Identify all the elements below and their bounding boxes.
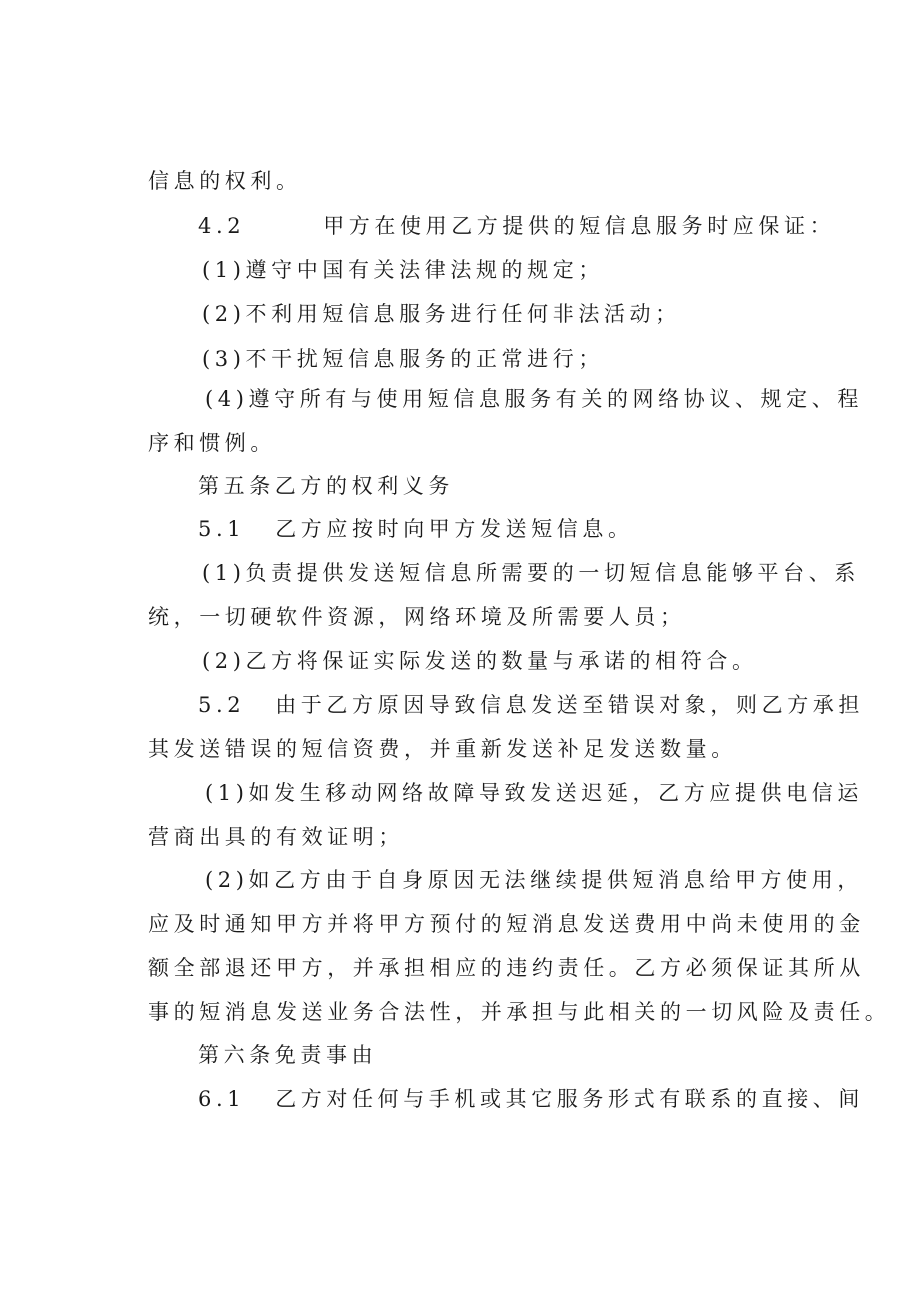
clause-number: 4.2 <box>198 214 246 238</box>
clause-line-5-1 <box>198 514 634 544</box>
clause-text: 乙方对任何与手机或其它服务形式有联系的直接、间 <box>275 1087 865 1111</box>
clause-line-5-2 <box>198 690 864 720</box>
clause-text: 甲方在使用乙方提供的短信息服务时应保证： <box>323 214 836 238</box>
text-line: 其发送错误的短信资费，并重新发送补足发送数量。 <box>148 737 737 761</box>
clause-number: 5.2 <box>198 693 246 717</box>
clause-number: 5.1 <box>198 517 246 541</box>
text-line: 信息的权利。 <box>148 169 302 193</box>
list-item: (2)不利用短信息服务进行任何非法活动； <box>202 302 681 326</box>
text-line: 应及时通知甲方并将甲方预付的短消息发送费用中尚未使用的金 <box>148 912 865 936</box>
list-item: (2)如乙方由于自身原因无法继续提供短消息给甲方使用， <box>205 868 863 892</box>
text-line: 事的短消息发送业务合法性，并承担与此相关的一切风险及责任。 <box>148 1000 891 1024</box>
text-line: 序和惯例。 <box>148 431 276 455</box>
clause-line-6-1 <box>198 1084 864 1114</box>
list-item: (2)乙方将保证实际发送的数量与承诺的相符合。 <box>202 649 758 673</box>
list-item: (1)如发生移动网络故障导致发送迟延，乙方应提供电信运 <box>205 781 863 805</box>
section-heading: 第六条免责事由 <box>198 1043 378 1067</box>
clause-text: 乙方应按时向甲方发送短信息。 <box>275 517 634 541</box>
text-line: 营商出具的有效证明； <box>148 825 404 849</box>
list-item: (3)不干扰短信息服务的正常进行； <box>202 347 604 371</box>
clause-text: 由于乙方原因导致信息发送至错误对象，则乙方承担 <box>275 693 865 717</box>
section-heading: 第五条乙方的权利义务 <box>198 474 454 498</box>
clause-number: 6.1 <box>198 1087 246 1111</box>
clause-line-4-2 <box>198 211 835 241</box>
text-line: 额全部退还甲方，并承担相应的违约责任。乙方必须保证其所从 <box>148 956 865 980</box>
list-item: (1)负责提供发送短信息所需要的一切短信息能够平台、系 <box>202 561 860 585</box>
list-item: (4)遵守所有与使用短信息服务有关的网络协议、规定、程 <box>205 387 863 411</box>
text-line: 统，一切硬软件资源，网络环境及所需要人员； <box>148 605 686 629</box>
list-item: (1)遵守中国有关法律法规的规定； <box>202 258 604 282</box>
